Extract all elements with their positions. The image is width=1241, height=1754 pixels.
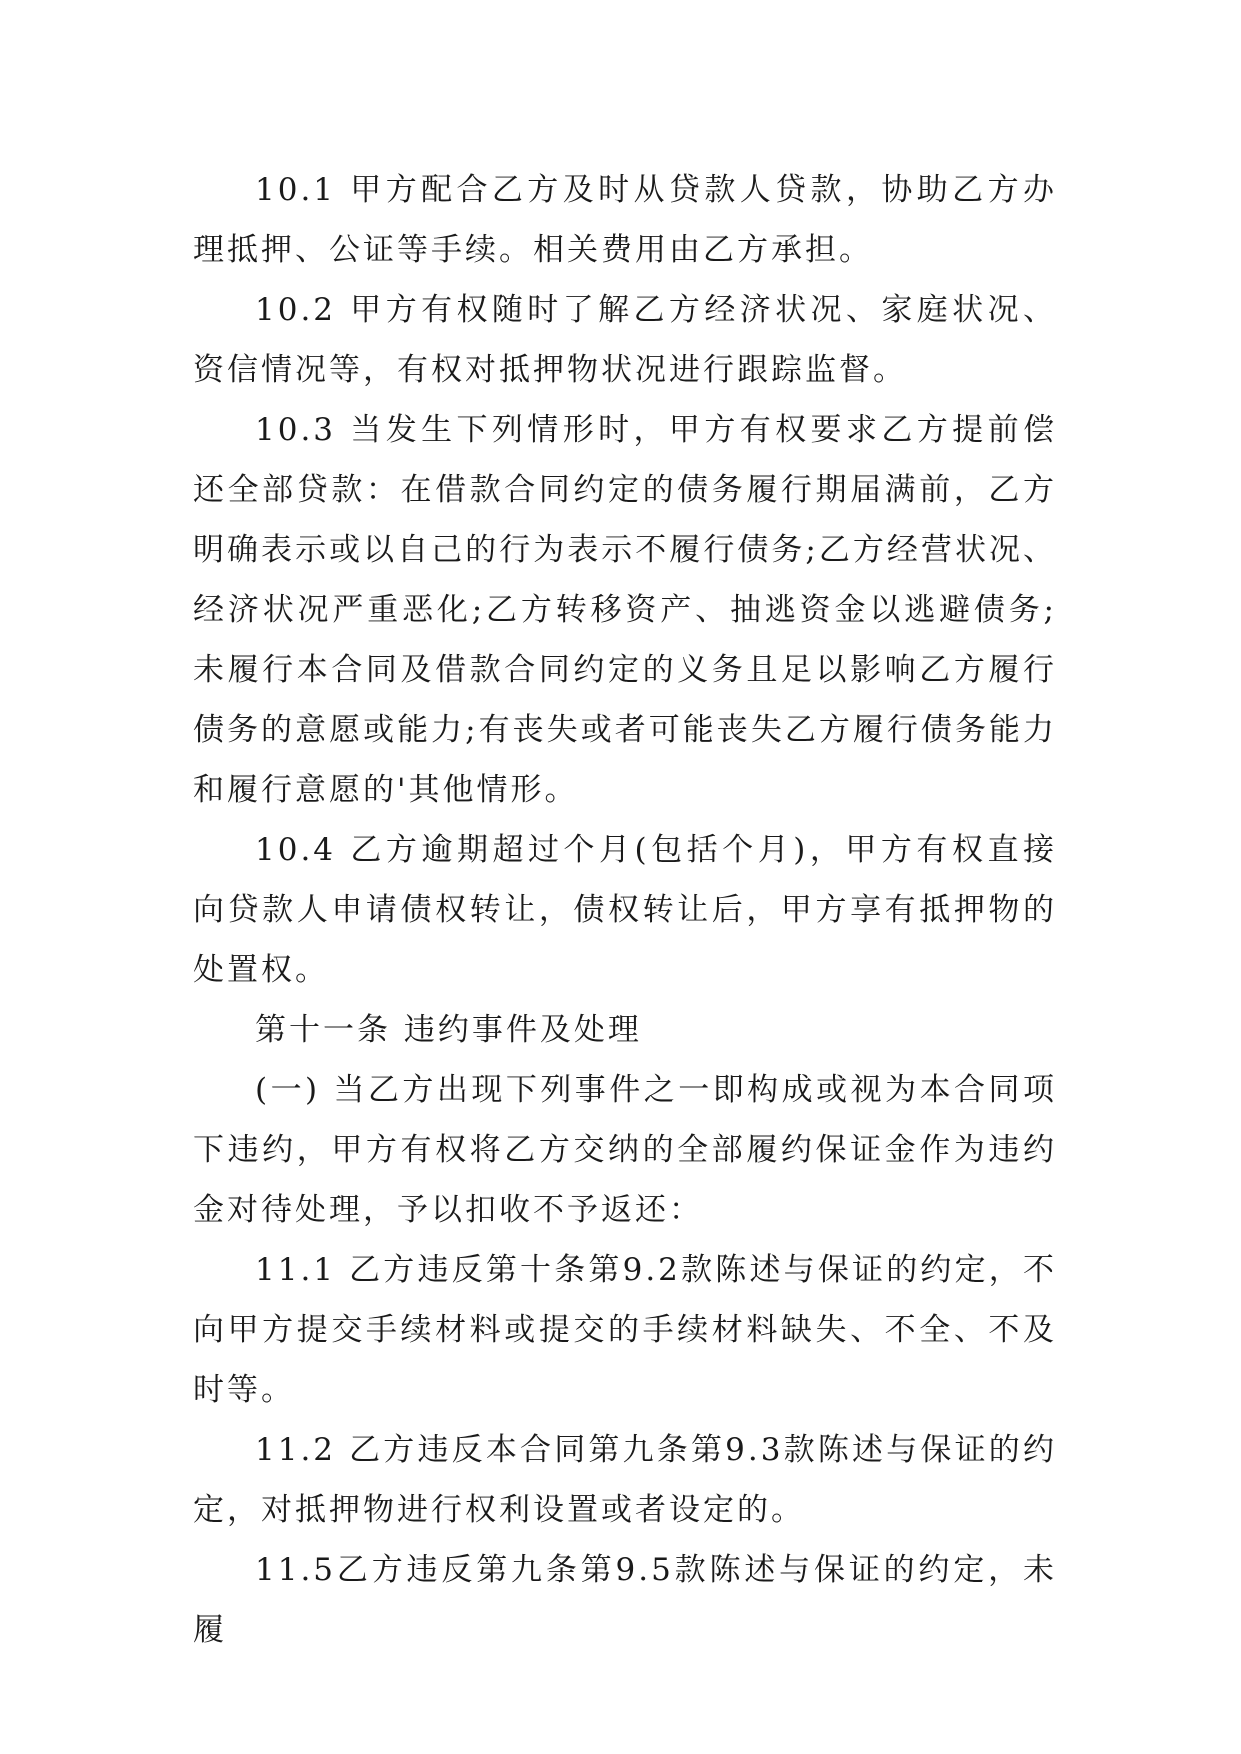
paragraph-11-2: 11.2 乙方违反本合同第九条第9.3款陈述与保证的约定，对抵押物进行权利设置或者设定的。 (193, 1432, 1057, 1528)
paragraph-10-4: 10.4 乙方逾期超过个月(包括个月)，甲方有权直接向贷款人申请债权转让，债权转让后，甲方享有抵押物的处置权。 (193, 832, 1057, 988)
paragraph-10-3: 10.3 当发生下列情形时，甲方有权要求乙方提前偿还全部贷款：在借款合同约定的债务履行期届满前，乙方明确表示或以自己的行为表示不履行债务;乙方经营状况、经济状况严重恶化;乙方转移资产、抽逃资金以逃避债务;未履行本合同及借款合同约定的义务且足以影响乙方履行债务的意愿或能力;有丧失或者可能丧失乙方履行债务能力和履行意愿的'其他情形。 (193, 412, 1057, 808)
paragraph-11-1: 11.1 乙方违反第十条第9.2款陈述与保证的约定，不向甲方提交手续材料或提交的手续材料缺失、不全、不及时等。 (193, 1252, 1057, 1408)
paragraph-11-5: 11.5乙方违反第九条第9.5款陈述与保证的约定，未履 (193, 1552, 1057, 1648)
paragraph-11-intro: (一) 当乙方出现下列事件之一即构成或视为本合同项下违约，甲方有权将乙方交纳的全部履约保证金作为违约金对待处理，予以扣收不予返还： (193, 1072, 1057, 1228)
document-body (193, 160, 1057, 1660)
paragraph-10-1: 10.1 甲方配合乙方及时从贷款人贷款，协助乙方办理抵押、公证等手续。相关费用由乙方承担。 (193, 172, 1057, 268)
paragraph-10-2: 10.2 甲方有权随时了解乙方经济状况、家庭状况、资信情况等，有权对抵押物状况进行跟踪监督。 (193, 292, 1057, 388)
section-heading-article-11: 第十一条 违约事件及处理 (255, 1012, 642, 1048)
